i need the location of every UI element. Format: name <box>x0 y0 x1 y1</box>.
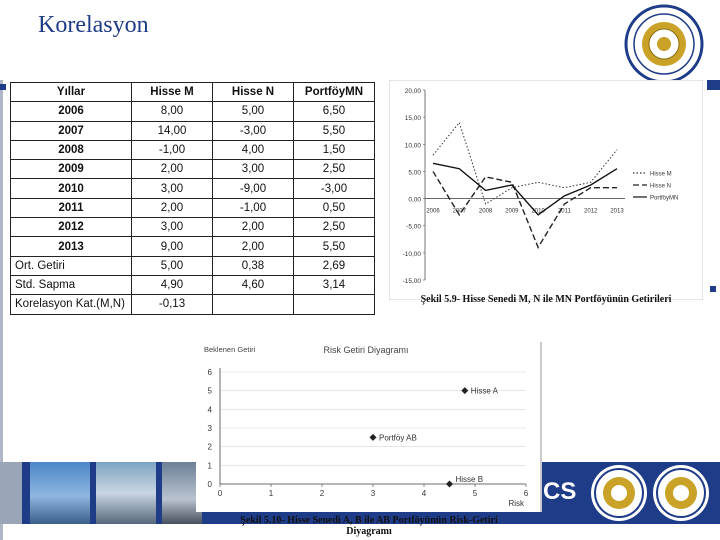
line-chart-caption: Şekil 5.9- Hisse Senedi M, N ile MN Portföyünün Getirileri <box>420 294 672 305</box>
x-tick-label: 5 <box>472 489 478 498</box>
point-label: Hisse A <box>470 386 498 396</box>
table-cell: 6,50 <box>294 102 375 121</box>
x-tick-label: 2006 <box>426 208 440 215</box>
y-axis-label: Beklenen Getiri <box>204 345 256 354</box>
x-tick-label: 2010 <box>531 208 545 215</box>
table-summary-row <box>11 256 375 275</box>
table-cell: -1,00 <box>213 198 294 217</box>
table-cell: Ort. Getiri <box>11 256 132 275</box>
table-cell: 3,00 <box>132 179 213 198</box>
table-cell: -3,00 <box>213 121 294 140</box>
table-cell: Std. Sapma <box>11 275 132 294</box>
x-tick-label: 2008 <box>478 208 493 215</box>
table-row <box>11 198 375 217</box>
table-cell: 2,00 <box>132 198 213 217</box>
risk-caption-line: Diyagramı <box>346 526 392 537</box>
table-cell: 3,00 <box>132 218 213 237</box>
y-tick-label: 6 <box>207 368 212 377</box>
table-cell <box>213 295 294 314</box>
table-cell: 8,00 <box>132 102 213 121</box>
table-cell: 3,00 <box>213 160 294 179</box>
y-tick-label: 5 <box>207 386 212 396</box>
table-row <box>11 160 375 179</box>
table-cell: 4,60 <box>213 275 294 294</box>
table-cell: 4,90 <box>132 275 213 294</box>
y-tick-label: -5,00 <box>406 223 421 231</box>
table-cell: -3,00 <box>294 179 375 198</box>
risk-return-chart <box>196 342 542 512</box>
city-photo <box>30 462 90 524</box>
table-cell: Hisse M <box>132 83 213 102</box>
table-cell: 5,00 <box>132 256 213 275</box>
table-summary-row <box>11 275 375 294</box>
point-label: Portföy AB <box>379 433 417 443</box>
table-cell: 2011 <box>11 198 132 217</box>
x-tick-label: 6 <box>523 489 529 498</box>
table-cell: -0,13 <box>132 295 213 314</box>
table-row <box>11 102 375 121</box>
y-tick-label: -15,00 <box>402 278 421 285</box>
y-tick-label: 10,00 <box>404 142 421 150</box>
city-photo <box>96 462 156 524</box>
x-tick-label: 1 <box>268 489 274 498</box>
x-tick-label: 0 <box>217 489 223 498</box>
table-cell: 2,50 <box>294 160 375 179</box>
x-axis-label: Risk <box>508 499 524 508</box>
table-cell: 9,00 <box>132 237 213 256</box>
table-cell: 14,00 <box>132 121 213 140</box>
table-cell: 2,00 <box>213 237 294 256</box>
chart-title: Risk Getiri Diyagramı <box>323 345 409 355</box>
table-cell: 2013 <box>11 237 132 256</box>
table-cell: 2,50 <box>294 218 375 237</box>
table-cell: 2008 <box>11 140 132 159</box>
table-header-row <box>11 83 375 102</box>
x-tick-label: 4 <box>421 489 427 498</box>
legend-label: Hisse N <box>650 183 672 190</box>
university-seal-icon <box>624 4 704 84</box>
y-tick-label: 0,00 <box>408 196 421 204</box>
table-cell: 2010 <box>11 179 132 198</box>
university-seal-icon <box>652 464 710 522</box>
table-cell: 5,50 <box>294 121 375 140</box>
y-tick-label: -10,00 <box>402 250 421 258</box>
footer-strip <box>0 462 22 524</box>
faculty-seal-icon <box>590 464 648 522</box>
table-row <box>11 218 375 237</box>
y-tick-label: 1 <box>207 461 212 471</box>
y-tick-label: 5,00 <box>408 169 421 177</box>
x-tick-label: 2011 <box>557 208 571 215</box>
table-cell: PortföyMN <box>294 83 375 102</box>
table-cell: 4,00 <box>213 140 294 159</box>
y-tick-label: 20,00 <box>404 88 421 95</box>
table-cell: 5,00 <box>213 102 294 121</box>
table-row <box>11 179 375 198</box>
slide-marker <box>0 84 6 90</box>
returns-table <box>10 82 375 315</box>
table-cell: 2006 <box>11 102 132 121</box>
legend-label: Hisse M <box>650 171 672 178</box>
table-row <box>11 140 375 159</box>
table-cell: -1,00 <box>132 140 213 159</box>
table-cell: Yıllar <box>11 83 132 102</box>
x-tick-label: 2007 <box>452 208 466 215</box>
table-cell: Korelasyon Kat.(M,N) <box>11 295 132 314</box>
table-cell <box>294 295 375 314</box>
slide-marker <box>710 286 716 292</box>
table-cell: Hisse N <box>213 83 294 102</box>
table-row <box>11 121 375 140</box>
table-cell: 0,50 <box>294 198 375 217</box>
x-tick-label: 2009 <box>505 208 519 215</box>
footer-text: CS <box>543 478 577 505</box>
y-tick-label: 15,00 <box>404 115 421 123</box>
y-tick-label: 3 <box>207 424 212 433</box>
y-tick-label: 0 <box>207 480 212 489</box>
table-cell: 2012 <box>11 218 132 237</box>
table-cell: 3,14 <box>294 275 375 294</box>
table-summary-row <box>11 295 375 314</box>
table-cell: 2,69 <box>294 256 375 275</box>
table-row <box>11 237 375 256</box>
slide-title: Korelasyon <box>38 12 149 38</box>
y-tick-label: 4 <box>207 405 212 415</box>
legend-label: PortföyMN <box>650 195 679 202</box>
table-cell: -9,00 <box>213 179 294 198</box>
chart-frame <box>389 80 703 300</box>
slide-marker <box>707 80 720 90</box>
table-cell: 2,00 <box>213 218 294 237</box>
table-cell: 0,38 <box>213 256 294 275</box>
point-label: Hisse B <box>455 475 484 484</box>
table-cell: 2007 <box>11 121 132 140</box>
x-tick-label: 2 <box>319 489 325 498</box>
y-tick-label: 2 <box>207 442 212 452</box>
table-cell: 1,50 <box>294 140 375 159</box>
table-cell: 2,00 <box>132 160 213 179</box>
table-cell: 2009 <box>11 160 132 179</box>
table-cell: 5,50 <box>294 237 375 256</box>
returns-line-chart <box>389 80 703 300</box>
x-tick-label: 3 <box>370 489 376 498</box>
chart-frame <box>196 342 542 512</box>
x-tick-label: 2012 <box>584 208 598 215</box>
risk-chart-caption <box>196 515 542 537</box>
x-tick-label: 2013 <box>610 208 624 215</box>
risk-caption-line: Şekil 5.10- Hisse Senedi A, B ile AB Portföyünün Risk-Getiri <box>240 515 498 526</box>
